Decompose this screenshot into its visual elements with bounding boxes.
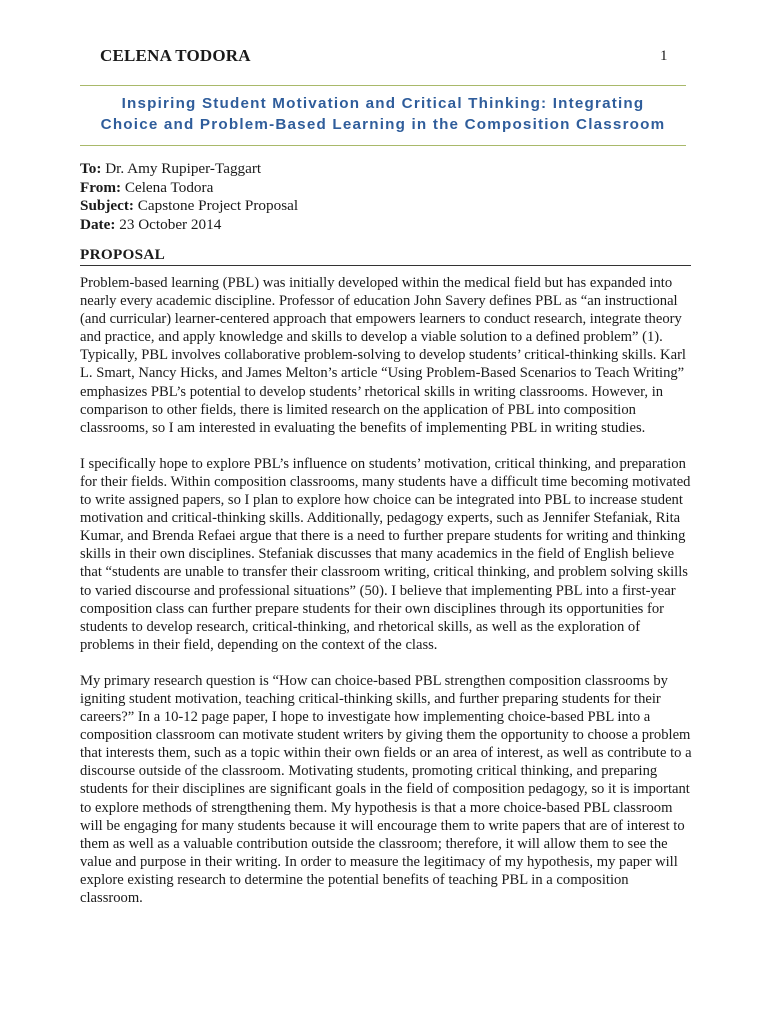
memo-from-label: From: (80, 178, 122, 196)
title-line-2: Choice and Problem-Based Learning in the Composition Classroom (100, 116, 666, 133)
memo-date-label: Date: (80, 215, 116, 233)
memo-to-row (80, 160, 686, 179)
title-bottom-rule (80, 145, 686, 146)
memo-date-row (80, 216, 686, 235)
section-heading-rule (80, 265, 691, 266)
memo-subject-label: Subject: (80, 197, 134, 214)
memo-subject-row (80, 197, 686, 216)
section-heading-proposal: PROPOSAL (80, 246, 166, 263)
body-paragraph: Problem-based learning (PBL) was initially developed within the medical field but has expanded into nearly every academic discipline. Professor of education John Savery defines PBL as “an instructional (and curricular) learner-centered approach that empowers learners to conduct research, integrate theory and practice, and apply knowledge and skills to develop a viable solution to a defined problem” (1). Typically, PBL involves collaborative problem-solving to develop students’ critical-thinking skills. Karl L. Smart, Nancy Hicks, and James Melton’s article “Using Problem-Based Scenarios to Teach Writing” emphasizes PBL’s potential to develop students’ rhetorical skills in writing classrooms. However, in comparison to other fields, there is limited research on the application of PBL into composition classrooms, so I am interested in evaluating the benefits of implementing PBL in writing studies. (80, 275, 686, 436)
memo-from-row (80, 179, 686, 198)
memo-subject-value: Capstone Project Proposal (137, 197, 299, 214)
body-paragraph: I specifically hope to explore PBL’s influence on students’ motivation, critical thinking, and preparation for their fields. Within composition classrooms, many students have a difficult time becoming motivated to write assigned papers, so I plan to explore how choice can be integrated into PBL to increase student motivation and critical-thinking skills. Additionally, pedagogy experts, such as Jennifer Stefaniak, Rita Kumar, and Brenda Refaei argue that there is a need to further prepare students for writing and thinking skills in their own disciplines. Stefaniak discusses that many academics in the field of English believe that “students are unable to transfer their classroom writing, critical thinking, and problem solving skills to varied discourse and professional situations” (50). I believe that implementing PBL into a first-year composition class can further prepare students for their own disciplines through its opportunities for students to develop research, critical-thinking, and rhetorical skills, as well as the exploration of problems in their field, depending on the context of the class. (80, 455, 691, 653)
page-number: 1 (660, 48, 668, 64)
title-top-rule (80, 85, 686, 86)
body-paragraph: My primary research question is “How can choice-based PBL strengthen composition classrooms by igniting student motivation, teaching critical-thinking skills, and further preparing students for their careers?” In a 10-12 page paper, I hope to investigate how implementing choice-based PBL into a composition classroom can motivate student writers by giving them the opportunity to choose a problem that interests them, such as a topic within their own fields or an area of interest, as well as contribute to a discourse outside of the classroom. Motivating students, promoting critical thinking, and preparing students for their disciplines are significant goals in the field of composition pedagogy, so it is important to explore methods of strengthening them. My hypothesis is that a more choice-based PBL classroom will be engaging for many students because it will encourage them to write papers that are of interest to them as well as a valuable contribution outside the classroom; therefore, it will allow them to see the value and purpose in their writing. In order to measure the legitimacy of my hypothesis, my paper will explore existing research to determine the potential benefits of teaching PBL in a composition classroom. (80, 672, 692, 906)
header-author-name: CELENA TODORA (100, 46, 251, 65)
memo-date-value: 23 October 2014 (119, 215, 222, 233)
proposal-body (80, 274, 695, 925)
memo-block (80, 160, 686, 234)
document-title (80, 93, 686, 135)
title-line-1: Inspiring Student Motivation and Critical Thinking: Integrating (121, 95, 645, 112)
memo-to-value: Dr. Amy Rupiper-Taggart (105, 160, 262, 177)
memo-from-value: Celena Todora (124, 178, 214, 196)
memo-to-label: To: (80, 160, 102, 177)
